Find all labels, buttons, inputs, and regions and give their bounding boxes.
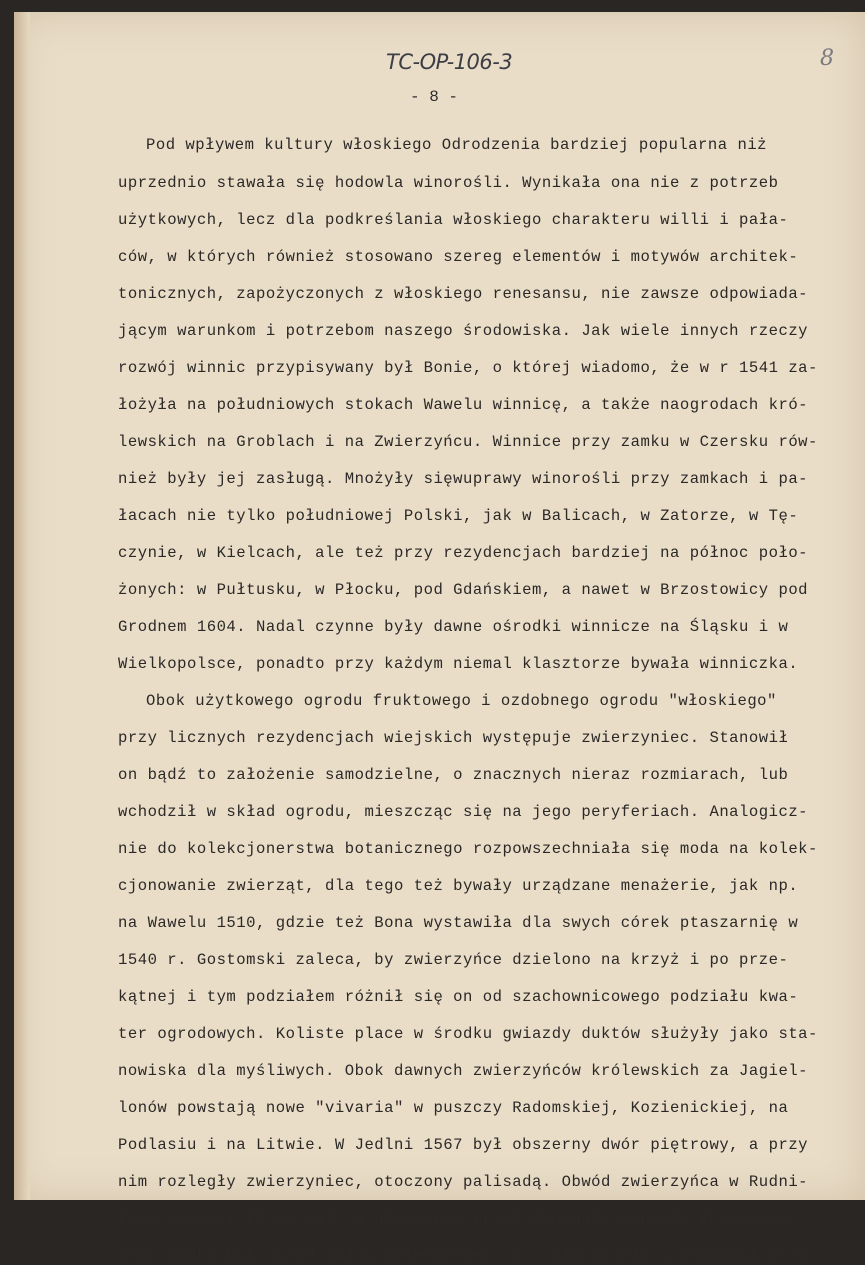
text-line: 1540 r. Gostomski zaleca, by zwierzyńce dzielono na krzyż i po prze- [118, 951, 789, 969]
text-line: ców, w których również stosowano szereg elementów i motywów architek- [118, 248, 799, 266]
text-line: nież były jej zasługą. Mnożyły sięwuprawy winorośli przy zamkach i pa- [118, 470, 809, 488]
text-line: łacach nie tylko południowej Polski, jak w Balicach, w Zatorze, w Tę- [118, 507, 799, 525]
text-line: czynie, w Kielcach, ale też przy rezydencjach bardziej na północ poło- [118, 544, 809, 562]
text-line: tonicznych, zapożyczonych z włoskiego renesansu, nie zawsze odpowiada- [118, 285, 809, 303]
text-line: nim rozległy zwierzyniec, otoczony palisadą. Obwód zwierzyńca w Rudni- [118, 1173, 809, 1191]
text-line: lonów powstają nowe "vivaria" w puszczy Radomskiej, Kozienickiej, na [118, 1099, 789, 1117]
text-line: kątnej i tym podziałem różnił się on od szachownicowego podziału kwa- [118, 988, 799, 1006]
text-line: Pod wpływem kultury włoskiego Odrodzenia bardziej popularna niż [146, 136, 768, 154]
text-line: nie do kolekcjonerstwa botanicznego rozpowszechniała się moda na kolek- [118, 840, 818, 858]
folio-number: 8 [820, 46, 834, 71]
text-line: Podlasiu i na Litwie. W Jedlni 1567 był obszerny dwór piętrowy, a przy [118, 1136, 809, 1154]
archive-signature: TC-OP-106-3 [386, 50, 513, 74]
text-line: nowiska dla myśliwych. Obok dawnych zwierzyńców królewskich za Jagiel- [118, 1062, 809, 1080]
text-line: łożyła na południowych stokach Wawelu winnicę, a także naogrodach kró- [118, 396, 809, 414]
text-line: Grodnem 1604. Nadal czynne były dawne ośrodki winnicze na Śląsku i w [118, 618, 789, 636]
text-line: Wielkopolsce, ponadto przy każdym niemal klasztorze bywała winniczka. [118, 655, 799, 673]
text-line: on bądź to założenie samodzielne, o znacznych nieraz rozmiarach, lub [118, 766, 789, 784]
text-line: żonych: w Pułtusku, w Płocku, pod Gdańskiem, a nawet w Brzostowicy pod [118, 581, 809, 599]
text-line: wchodził w skład ogrodu, mieszcząc się na jego peryferiach. Analogicz- [118, 803, 809, 821]
text-line: rozwój winnic przypisywany był Bonie, o której wiadomo, że w r 1541 za- [118, 359, 818, 377]
text-line: przy zamku był ogród zwany wzierzyńcem, a w nim kanały i sadzawki oraz [118, 1247, 809, 1265]
text-line: Obok użytkowego ogrodu fruktowego i ozdobnego ogrodu "włoskiego" [146, 692, 777, 710]
page-binding-edge [14, 12, 30, 1200]
text-line: ter ogrodowych. Koliste place w środku gwiazdy duktów służyły jako sta- [118, 1025, 818, 1043]
text-line: uprzednio stawała się hodowla winorośli. Wynikała ona nie z potrzeb [118, 174, 779, 192]
text-line: cjonowanie zwierząt, dla tego też bywały urządzane menażerie, jak np. [118, 877, 799, 895]
text-line: przy licznych rezydencjach wiejskich występuje zwierzyniec. Stanowił [118, 729, 789, 747]
text-line: kach wynosił kilka mil. W ulubionym przez Zygmunta Augusta Knyszynie [118, 1210, 789, 1228]
text-line: użytkowych, lecz dla podkreślania włoskiego charakteru willi i pała- [118, 211, 789, 229]
text-line: lewskich na Groblach i na Zwierzyńcu. Winnice przy zamku w Czersku rów- [118, 433, 818, 451]
document-page [14, 12, 865, 1265]
text-line: na Wawelu 1510, gdzie też Bona wystawiła dla swych córek ptaszarnię w [118, 914, 799, 932]
text-line: jącym warunkom i potrzebom naszego środowiska. Jak wiele innych rzeczy [118, 322, 809, 340]
page-number: - 8 - [410, 88, 459, 106]
